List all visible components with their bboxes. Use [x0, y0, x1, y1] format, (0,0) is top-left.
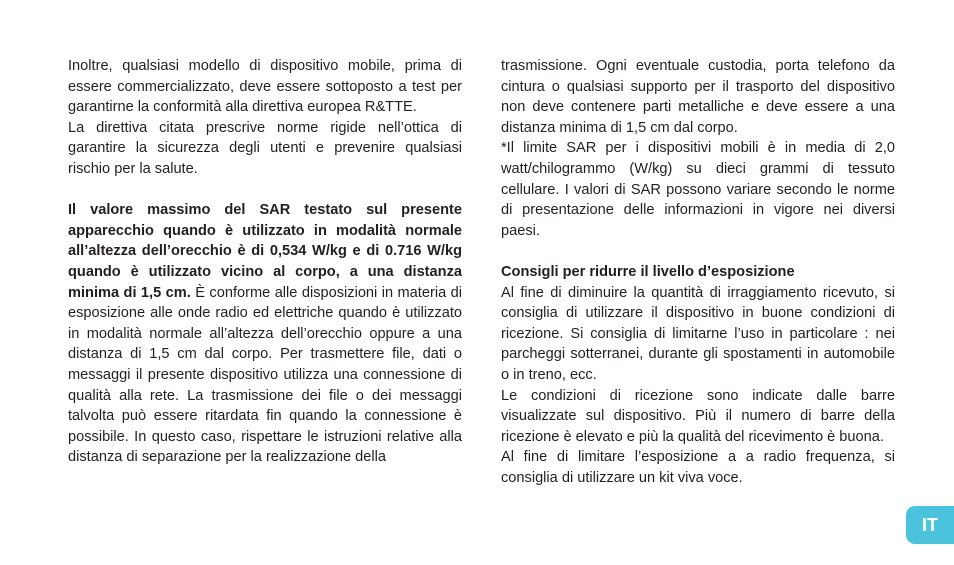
paragraph-reception-bars: Le condizioni di ricezione sono indicate dalle barre visualizzate sul dispositivo. Più il numero di barre della ricezione è elevato e più la qualità del ricevimento è buona. — [501, 387, 895, 445]
paragraph-sar-limit: *Il limite SAR per i dispositivi mobili è in media di 2,0 watt/chilogrammo (W/kg) su dieci grammi di tessuto cellulare. I valori di SAR possono variare secondo le norme di presentazione delle informazioni in vigore nei diversi paesi. — [501, 140, 895, 239]
paragraph-sar-values — [68, 200, 462, 468]
paragraph-gap — [501, 241, 895, 262]
sar-values-body-text: È conforme alle disposizioni in materia di esposizione alle onde radio ed elettriche quando è utilizzato in modalità normale all’altezza dell’orecchio oppure a una distanza di 1,5 cm dal corpo. Per trasmettere file, dati o messaggi il presente dispositivo utilizza una connessione di qualità alla rete. La trasmissione dei file o dei messaggi talvolta può essere ritardata fin quando la connessione è possibile. In questo caso, rispettare le istruzioni relative alla distanza di separazione per la realizzazione della — [68, 284, 462, 466]
paragraph-gap — [68, 180, 462, 201]
section-heading: Consigli per ridurre il livello d’esposizione — [501, 263, 795, 280]
right-column — [501, 56, 895, 488]
paragraph-directive: La direttiva citata prescrive norme rigide nell’ottica di garantire la sicurezza degli utenti e prevenire qualsiasi rischio per la salute. — [68, 119, 462, 177]
paragraph-reduce-exposure: Al fine di diminuire la quantità di irraggiamento ricevuto, si consiglia di utilizzare il dispositivo in buone condizioni di ricezione. Si consiglia di limitarne l’uso in particolare : nei parcheggi sotterranei, durante gli spostamenti in automobile o in treno, ecc. — [501, 284, 895, 383]
paragraph-hands-free: Al fine di limitare l’esposizione a a radio frequenza, si consiglia di utilizzare un kit viva voce. — [501, 449, 895, 486]
paragraph-intro: Inoltre, qualsiasi modello di dispositivo mobile, prima di essere commercializzato, deve essere sottoposto a test per garantirne la conformità alla direttiva europea R&TTE. — [68, 58, 462, 116]
paragraph-transmission: trasmissione. Ogni eventuale custodia, porta telefono da cintura o qualsiasi supporto per il trasporto del dispositivo non deve contenere parti metalliche e deve essere a una distanza minima di 1,5 cm dal corpo. — [501, 58, 895, 136]
sar-values-bold-text: Il valore massimo del SAR testato sul presente apparecchio quando è utilizzato in modalità normale all’altezza dell’orecchio è di 0,534 W/kg e di 0.716 W/kg quando è utilizzato vicino al corpo, a una distanza minima di 1,5 cm. — [68, 202, 462, 301]
left-column — [68, 56, 462, 468]
language-tab: IT — [906, 506, 954, 544]
